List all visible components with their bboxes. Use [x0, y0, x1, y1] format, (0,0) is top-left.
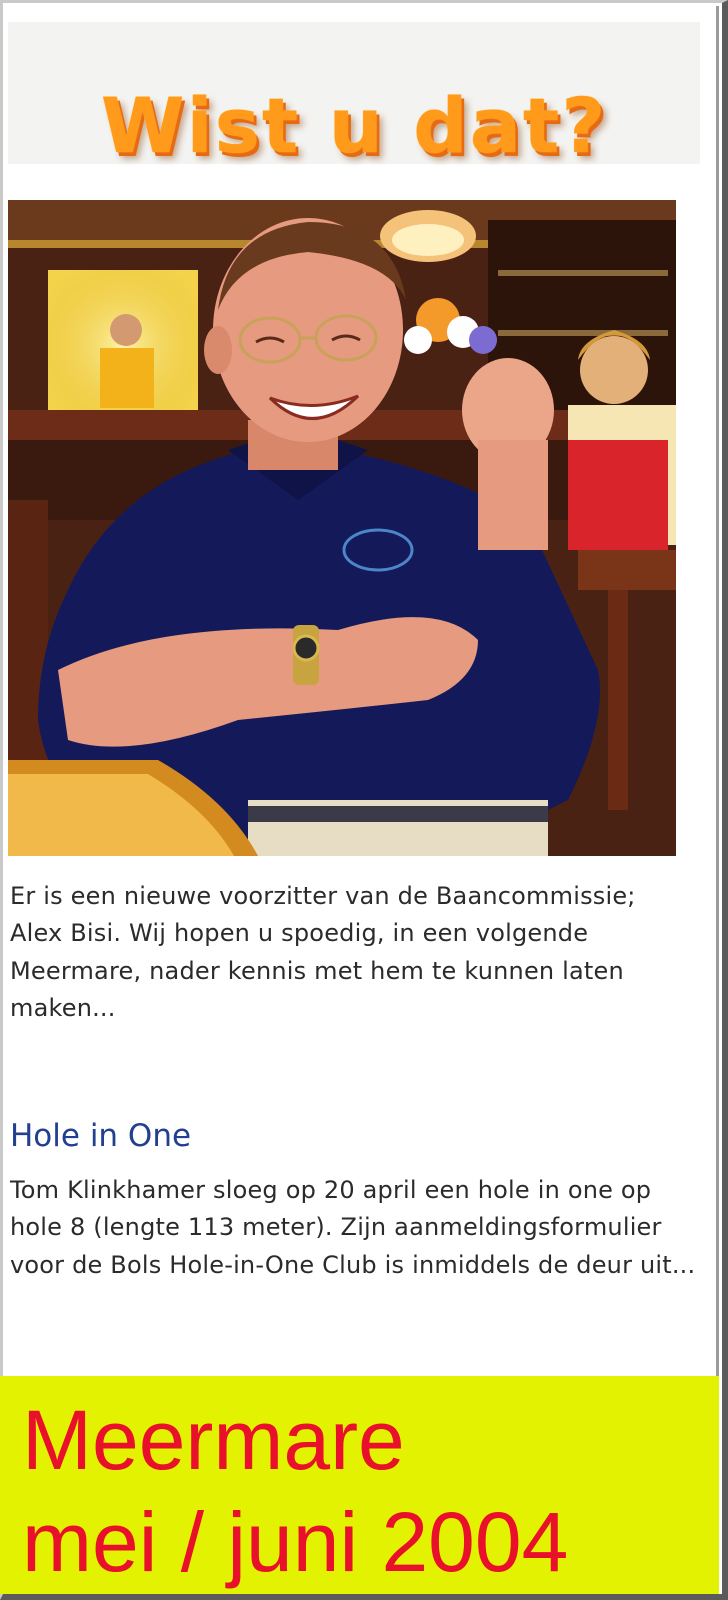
- article-paragraph-1: Er is een nieuwe voorzitter van de Baancommissie; Alex Bisi. Wij hopen u spoedig, in een volgende Meermare, nader kennis met hem te kunnen laten maken...: [10, 882, 636, 1023]
- portrait-photo: [8, 200, 676, 856]
- section-heading-hole-in-one: Hole in One: [10, 1118, 192, 1154]
- footer-publication-name: Meermare: [22, 1393, 405, 1487]
- photo-illustration: [8, 200, 676, 856]
- article-paragraph-2: Tom Klinkhamer sloeg op 20 april een hole in one op hole 8 (lengte 113 meter). Zijn aanmeldingsformulier voor de Bols Hole-in-One Club is inmiddels de deur uit...: [10, 1176, 696, 1279]
- footer-issue-date: mei / juni 2004: [22, 1495, 569, 1589]
- headline: Wist u dat?: [100, 80, 608, 170]
